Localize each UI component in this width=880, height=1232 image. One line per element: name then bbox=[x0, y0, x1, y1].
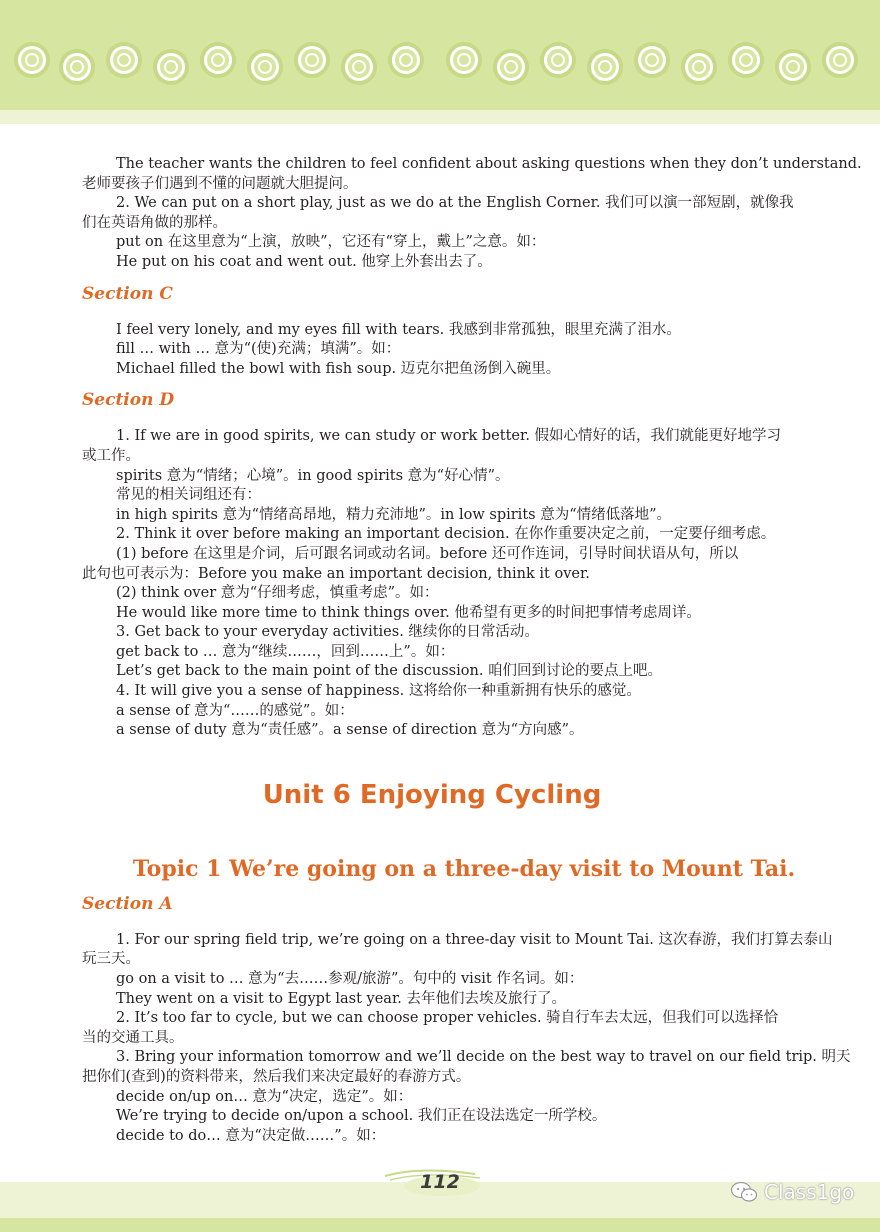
ring-ornament bbox=[251, 53, 279, 81]
text-line: (2) think over 意为“仔细考虑，慎重考虑”。如： bbox=[116, 585, 439, 602]
text-line: 玩三天。 bbox=[82, 951, 140, 968]
text-line: 们在英语角做的那样。 bbox=[82, 214, 227, 231]
watermark bbox=[730, 1178, 854, 1206]
text-line: decide to do… 意为“决定做……”。如： bbox=[116, 1127, 386, 1144]
wechat-icon bbox=[730, 1181, 758, 1203]
text-line: He would like more time to think things over. 他希望有更多的时间把事情考虑周详。 bbox=[116, 604, 701, 621]
ring-ornament bbox=[18, 46, 46, 74]
text-line: We’re trying to decide on/upon a school. 我们正在设法选定一所学校。 bbox=[116, 1108, 607, 1125]
ring-ornament bbox=[638, 46, 666, 74]
unit-title: Unit 6 Enjoying Cycling bbox=[262, 779, 602, 810]
ring-ornament bbox=[826, 46, 854, 74]
section-c-heading: Section C bbox=[82, 283, 173, 304]
footer-strip bbox=[0, 1218, 880, 1232]
ring-ornament bbox=[345, 53, 373, 81]
text-line: Michael filled the bowl with fish soup. 迈克尔把鱼汤倒入碗里。 bbox=[116, 360, 561, 377]
text-line: 此句也可表示为：Before you make an important decision, think it over. bbox=[82, 565, 590, 582]
text-line: put on 在这里意为“上演，放映”，它还有“穿上，戴上”之意。如： bbox=[116, 234, 546, 251]
text-line: (1) before 在这里是介词，后可跟名词或动名词。before 还可作连词，引导时间状语从句，所以 bbox=[116, 545, 739, 562]
ring-ornament bbox=[497, 53, 525, 81]
ring-ornament bbox=[63, 53, 91, 81]
text-line: a sense of duty 意为“责任感”。a sense of direction 意为“方向感”。 bbox=[116, 722, 584, 739]
text-line: 2. It’s too far to cycle, but we can choose proper vehicles. 骑自行车去太远，但我们可以选择恰 bbox=[116, 1010, 779, 1027]
text-line: spirits 意为“情绪；心境”。in good spirits 意为“好心情”。 bbox=[116, 467, 510, 484]
text-line: get back to … 意为“继续……，回到……上”。如： bbox=[116, 643, 455, 660]
text-line: 或工作。 bbox=[82, 447, 140, 464]
ring-ornament bbox=[110, 46, 138, 74]
page-number: 112 bbox=[420, 1171, 460, 1193]
ring-ornament bbox=[779, 53, 807, 81]
text-line: 老师要孩子们遇到不懂的问题就大胆提问。 bbox=[82, 175, 358, 192]
text-line: 1. If we are in good spirits, we can study or work better. 假如心情好的话，我们就能更好地学习 bbox=[116, 428, 782, 445]
watermark-text: Class1go bbox=[764, 1180, 855, 1204]
ring-ornament bbox=[685, 53, 713, 81]
ring-ornament bbox=[298, 46, 326, 74]
text-line: 当的交通工具。 bbox=[82, 1029, 184, 1046]
text-line: 1. For our spring field trip, we’re going on a three-day visit to Mount Tai. 这次春游，我们打算去泰山 bbox=[116, 931, 833, 948]
text-line: They went on a visit to Egypt last year. 去年他们去埃及旅行了。 bbox=[116, 990, 567, 1007]
section-a-heading: Section A bbox=[82, 893, 173, 914]
text-line: go on a visit to … 意为“去……参观/旅游”。句中的 visit 作名词。如： bbox=[116, 971, 584, 988]
ring-ornament bbox=[544, 46, 572, 74]
text-line: 3. Bring your information tomorrow and we’ll decide on the best way to travel on our field trip. 明天 bbox=[116, 1049, 851, 1066]
ring-ornament bbox=[204, 46, 232, 74]
text-line: decide on/up on… 意为“决定，选定”。如： bbox=[116, 1088, 413, 1105]
text-line: a sense of 意为“……的感觉”。如： bbox=[116, 702, 354, 719]
text-line: 把你们(查到)的资料带来，然后我们来决定最好的春游方式。 bbox=[82, 1069, 471, 1085]
text-line: in high spirits 意为“情绪高昂地，精力充沛地”。in low spirits 意为“情绪低落地”。 bbox=[116, 506, 672, 523]
text-line: He put on his coat and went out. 他穿上外套出去了。 bbox=[116, 253, 492, 270]
text-line: I feel very lonely, and my eyes fill with tears. 我感到非常孤独，眼里充满了泪水。 bbox=[116, 321, 681, 338]
ring-ornament bbox=[591, 53, 619, 81]
page-content bbox=[82, 155, 862, 1146]
text-line: 2. We can put on a short play, just as we do at the English Corner. 我们可以演一部短剧，就像我 bbox=[116, 195, 794, 212]
text-line: fill … with … 意为“(使)充满；填满”。如： bbox=[116, 341, 401, 358]
text-line: 4. It will give you a sense of happiness. 这将给你一种重新拥有快乐的感觉。 bbox=[116, 683, 641, 700]
ring-ornament bbox=[450, 46, 478, 74]
ring-ornament bbox=[157, 53, 185, 81]
text-line: Let’s get back to the main point of the discussion. 咱们回到讨论的要点上吧。 bbox=[116, 663, 663, 680]
text-line: The teacher wants the children to feel confident about asking questions when they don’t understand. bbox=[116, 156, 862, 172]
ring-ornament bbox=[392, 46, 420, 74]
text-line: 常见的相关词组还有： bbox=[116, 487, 261, 504]
section-d-heading: Section D bbox=[82, 390, 175, 411]
text-line: 3. Get back to your everyday activities. 继续你的日常活动。 bbox=[116, 624, 539, 641]
header-band-edge bbox=[0, 110, 880, 124]
text-line: 2. Think it over before making an important decision. 在你作重要决定之前，一定要仔细考虑。 bbox=[116, 526, 776, 543]
ring-ornament bbox=[732, 46, 760, 74]
topic-title: Topic 1 We’re going on a three-day visit to Mount Tai. bbox=[132, 855, 796, 882]
